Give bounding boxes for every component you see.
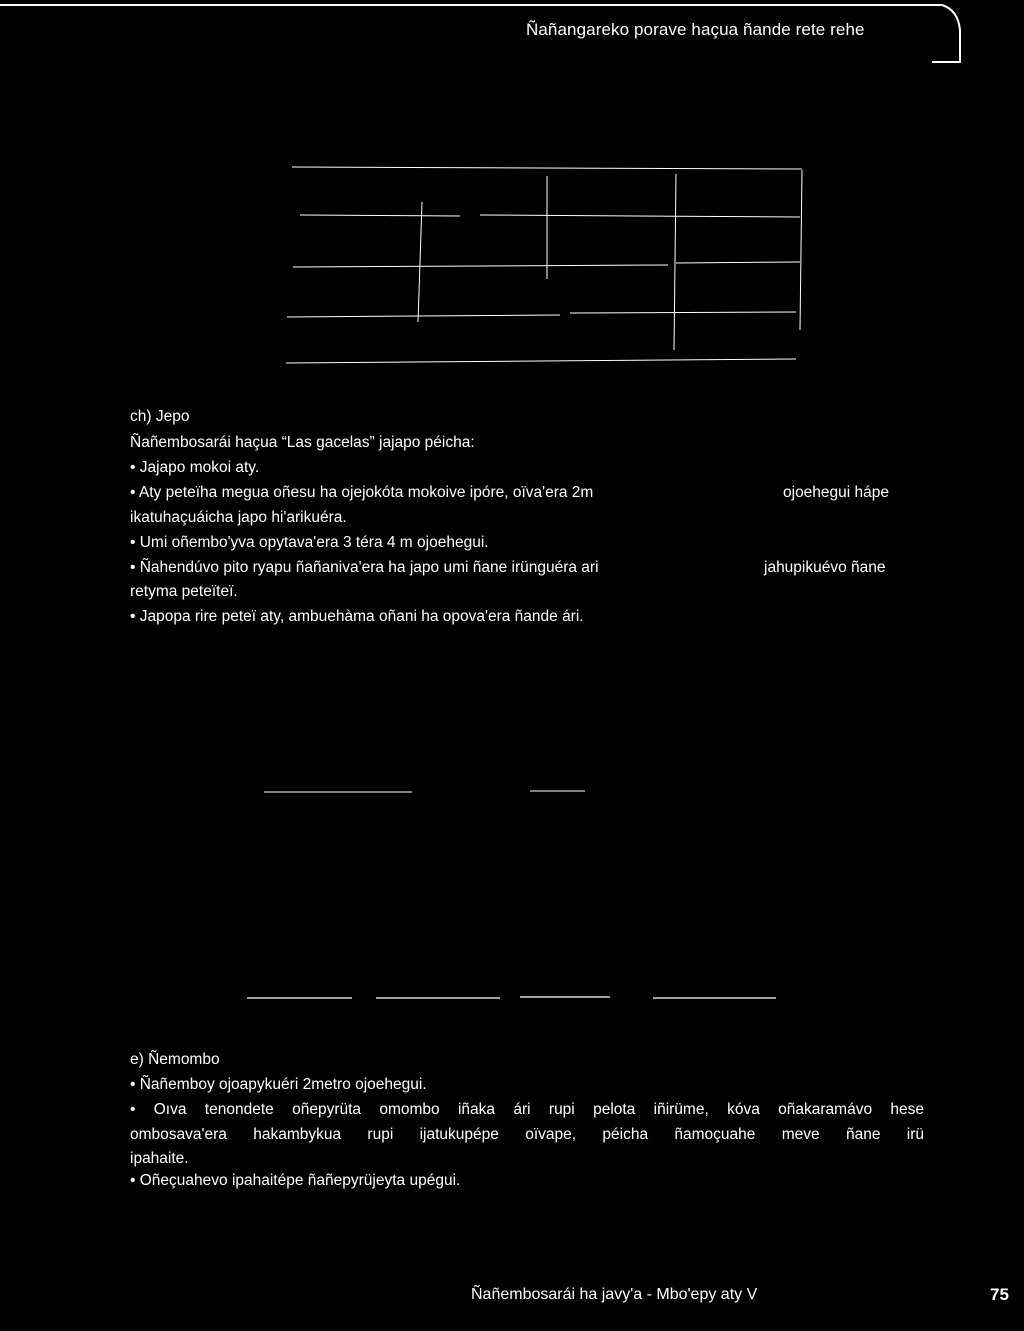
field-line [293,265,668,267]
section-heading: e) Ñemombo [130,1051,220,1068]
field-line [287,315,560,317]
section-intro: Ñañembosarái haçua “Las gacelas” jajapo péicha: [130,434,475,451]
field-line [480,215,800,217]
lower-rules [247,997,776,998]
field-diagram [286,167,802,363]
corner-bracket [932,5,960,62]
field-divider [418,202,422,322]
list-item: • Umi oñembo'yva opytava'era 3 téra 4 m ojoehegui. [130,534,489,551]
list-item: • Oıva tenondete oñepyrüta omombo iñaka ári rupi pelota iñirüme, kóva oñakaramávo hese [130,1101,924,1118]
section-heading: ch) Jepo [130,408,190,425]
list-item: • Ñahendúvo pito ryapu ñañaniva'era ha japo umi ñane irünguéra ari [130,559,599,576]
list-item-continuation: ipahaite. [130,1150,189,1167]
field-line [300,215,460,216]
list-item-continuation: ojoehegui hápe [783,484,890,501]
list-item-continuation: ikatuhaçuáicha japo hi'arikuéra. [130,509,347,526]
list-item-continuation: ombosava'era hakambykua rupi ijatukupépe oïvape, péicha ñamoçuahe meve ñane irü [130,1126,924,1143]
middle-rules [264,791,585,792]
page-header-title: Ñañangareko porave haçua ñande rete rehe [526,20,865,39]
field-line [570,312,796,313]
list-item: • Aty peteïha megua oñesu ha ojejokóta mokoive ipóre, oïva'era 2m [130,484,594,501]
field-line [292,167,802,169]
field-divider [800,170,802,330]
page-number: 75 [990,1285,1009,1304]
list-item: • Japopa rire peteï aty, ambuehàma oñani ha opova'era ñande ári. [130,608,584,625]
list-item-continuation: jahupikuévo ñane [764,559,886,576]
footer-title: Ñañembosarái ha javy'a - Mbo'epy aty V [471,1286,758,1303]
field-divider [674,174,676,350]
field-line [676,262,800,263]
list-item: • Oñeçuahevo ipahaitépe ñañepyrüjeyta upégui. [130,1172,461,1189]
list-item-continuation: retyma peteïteï. [130,583,238,600]
field-line [286,359,796,363]
list-item: • Jajapo mokoi aty. [130,459,260,476]
list-item: • Ñañemboy ojoapykuéri 2metro ojoehegui. [130,1076,427,1093]
